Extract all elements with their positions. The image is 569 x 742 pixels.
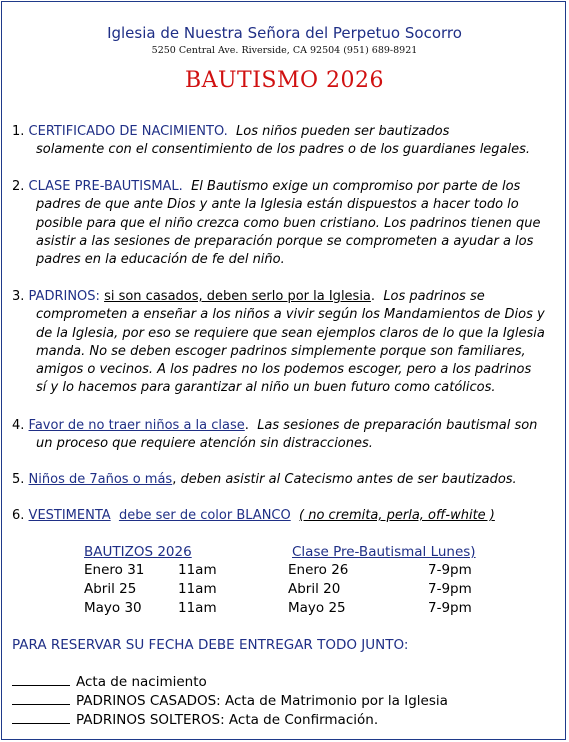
schedule-row bbox=[84, 562, 144, 578]
class-schedule bbox=[292, 544, 476, 560]
item-heading: VESTIMENTA bbox=[28, 508, 111, 523]
schedule-time: 11am bbox=[178, 600, 217, 616]
item-number: 2. bbox=[12, 179, 25, 194]
schedule-date: Mayo 30 bbox=[84, 600, 142, 616]
item-number: 6. bbox=[12, 508, 25, 523]
item-number: 5. bbox=[12, 472, 25, 487]
item-text: manda. No se deben escoger padrinos simplemente porque son familiares, bbox=[36, 343, 526, 359]
item-text: padres en la educación de fe del niño. bbox=[36, 252, 285, 268]
schedule-date: Abril 20 bbox=[288, 581, 341, 597]
church-name: Iglesia de Nuestra Señora del Perpetuo Socorro bbox=[107, 24, 462, 42]
item-text: Las sesiones de preparación bautismal son bbox=[257, 418, 538, 433]
schedule-date: Enero 31 bbox=[84, 562, 145, 578]
checklist-label: PADRINOS SOLTEROS: Acta de Confirmación. bbox=[76, 712, 379, 728]
item-text: asistir a las sesiones de preparación porque se comprometen a ayudar a los bbox=[36, 233, 534, 249]
checklist-item bbox=[12, 692, 448, 709]
item-text: debe ser de color BLANCO bbox=[118, 508, 291, 523]
item-text: Los padrinos se bbox=[383, 289, 485, 304]
schedule-date: Abril 25 bbox=[84, 581, 137, 597]
schedule-date: Mayo 25 bbox=[288, 600, 346, 616]
item-heading: CLASE PRE-BAUTISMAL. bbox=[28, 179, 183, 194]
item-heading: Favor de no traer niños a la clase bbox=[28, 418, 245, 433]
item-text: padres de que ante Dios y ante la Iglesia están dispuestos a hacer todo lo bbox=[36, 197, 519, 213]
schedule-time: 7-9pm bbox=[428, 600, 472, 616]
class-schedule-header: Clase Pre-Bautismal Lunes) bbox=[292, 544, 476, 560]
item-number: 3. bbox=[12, 289, 25, 304]
item-text: solamente con el consentimiento de los padres o de los guardianes legales. bbox=[36, 142, 531, 158]
item-heading: Niños de 7años o más bbox=[28, 472, 173, 487]
baptism-schedule-header: BAUTIZOS 2026 bbox=[84, 544, 192, 560]
checklist-blank bbox=[12, 692, 70, 705]
requirement-item-2 bbox=[12, 178, 541, 269]
item-number: 1. bbox=[12, 124, 25, 139]
checklist-blank bbox=[12, 673, 70, 686]
checklist-label: Acta de nacimiento bbox=[76, 674, 207, 690]
schedule-time: 7-9pm bbox=[428, 562, 472, 578]
item-text: comprometen a enseñar a los niños a vivir según los Mandamientos de Dios y bbox=[36, 307, 545, 323]
requirement-item-6 bbox=[12, 507, 495, 525]
church-address: 5250 Central Ave. Riverside, CA 92504 (951) 689-8921 bbox=[151, 45, 418, 56]
schedule-date: Enero 26 bbox=[288, 562, 349, 578]
schedule-time: 11am bbox=[178, 562, 217, 578]
reservation-heading: PARA RESERVAR SU FECHA DEBE ENTREGAR TODO JUNTO: bbox=[12, 637, 409, 653]
item-text: posible para que el niño crezca como buen cristiano. Los padrinos tienen que bbox=[36, 215, 541, 231]
item-text: sí y lo hacemos para garantizar al niño un buen futuro como católicos. bbox=[36, 380, 496, 396]
requirement-item-4: 4. Favor de no traer niños a la clase. Las sesiones de preparación bautismal son un proceso que requiere atención sin distracciones. bbox=[12, 417, 537, 454]
item-text: de la Iglesia, por eso se requiere que sean ejemplos claros de lo que la Iglesia bbox=[36, 325, 545, 341]
item-text: Los niños pueden ser bautizados bbox=[236, 124, 450, 139]
checklist-label: PADRINOS CASADOS: Acta de Matrimonio por la Iglesia bbox=[76, 693, 448, 709]
schedule-time: 11am bbox=[178, 581, 217, 597]
baptism-schedule bbox=[84, 544, 192, 560]
item-text: un proceso que requiere atención sin distracciones. bbox=[36, 436, 373, 452]
item-text: deben asistir al Catecismo antes de ser bautizados. bbox=[180, 472, 517, 487]
item-heading: CERTIFICADO DE NACIMIENTO. bbox=[28, 124, 228, 139]
checklist-item bbox=[12, 711, 378, 728]
item-text-italic: ( no cremita, perla, off-white ) bbox=[299, 508, 495, 523]
item-text: El Bautismo exige un compromiso por parte de los bbox=[191, 179, 521, 194]
page-title: BAUTISMO 2026 bbox=[184, 68, 385, 93]
requirement-item-1 bbox=[12, 123, 530, 160]
item-heading: PADRINOS: bbox=[28, 289, 100, 304]
schedule-time: 7-9pm bbox=[428, 581, 472, 597]
schedule-row bbox=[84, 581, 136, 597]
schedule-row bbox=[84, 600, 142, 616]
item-subheading: si son casados, deben serlo por la Iglesia bbox=[104, 289, 371, 304]
requirement-item-5: 5. Niños de 7años o más, deben asistir al Catecismo antes de ser bautizados. bbox=[12, 472, 517, 487]
checklist-blank bbox=[12, 711, 70, 724]
item-text: amigos o vecinos. A los padres no los podemos escoger, pero a los padrinos bbox=[36, 362, 532, 378]
item-number: 4. bbox=[12, 418, 25, 433]
checklist-item bbox=[12, 673, 207, 690]
requirement-item-3: 3. PADRINOS: si son casados, deben serlo por la Iglesia. Los padrinos se comprometen a enseñar a los niños a vivir según los Mandamientos de Dios y de la Iglesia, por eso se requiere que sean ejemplos claros de lo que la Iglesia manda. No se deben escoger padrinos simplemente porque son familiares, amigos o vecinos. A los padres no los podemos escoger, pero a los padrinos sí y lo hacemos para garantizar al niño un buen futuro como católicos. bbox=[12, 288, 545, 398]
flyer-page bbox=[1, 1, 566, 740]
